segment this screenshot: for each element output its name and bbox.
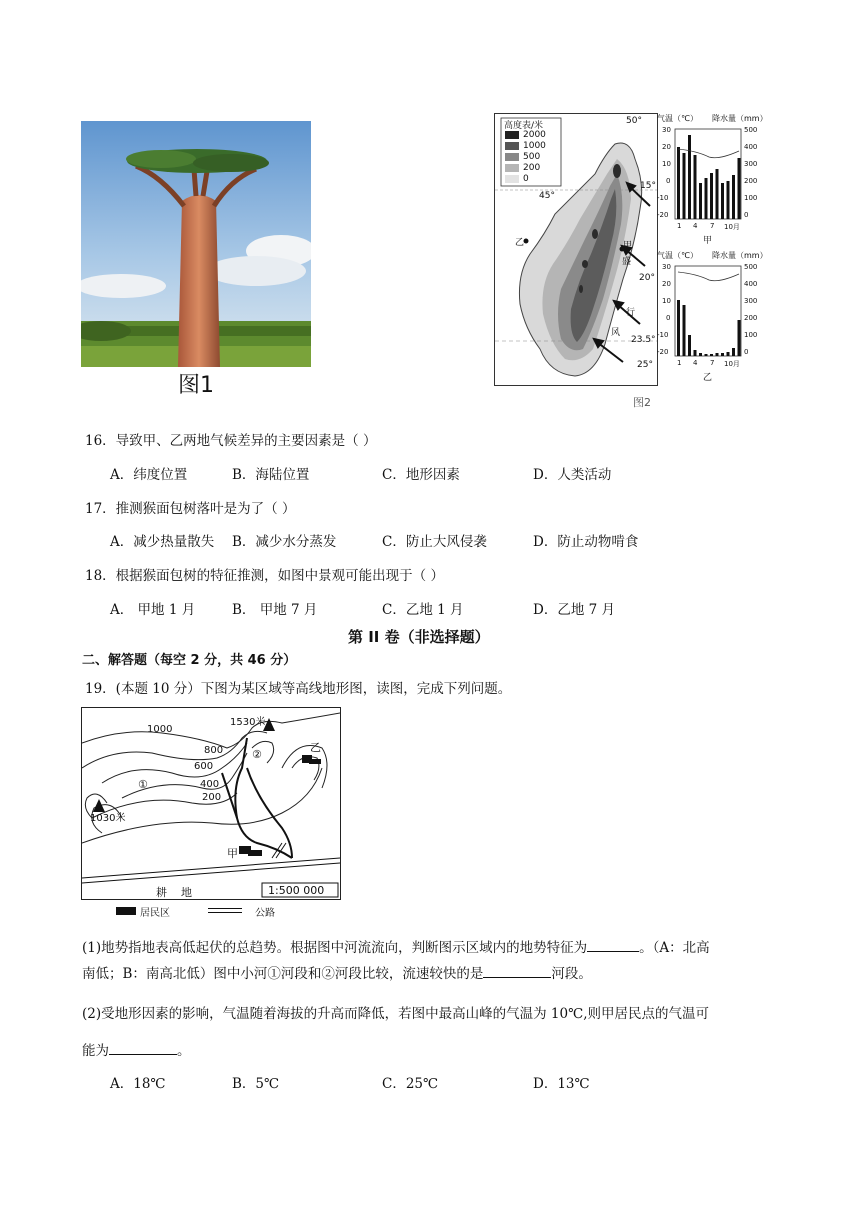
peak-label-1030: 1030米 xyxy=(90,813,126,824)
q19-part1-text-a: (1)地势指地表高低起伏的总趋势。根据图中河流流向，判断图示区域内的地势特征为 xyxy=(82,940,588,956)
settlement-legend-icon xyxy=(116,907,136,915)
chart-yi-precip-label: 降水量（mm） xyxy=(712,251,768,260)
q18-option-b[interactable]: B． 甲地 7 月 xyxy=(232,602,318,618)
contour-label-1000: 1000 xyxy=(147,724,173,735)
q19-part2-line1: (2)受地形因素的影响，气温随着海拔的升高而降低，若图中最高山峰的气温为 10℃,则甲居民点的气温可 xyxy=(82,1006,709,1022)
lat-label-25: 25° xyxy=(637,360,653,370)
chart-jia-site: 甲 xyxy=(703,236,713,246)
q19-part2-text-b: 能为 xyxy=(82,1043,109,1059)
chart-jia-month-10: 10月 xyxy=(724,223,740,231)
chart-yi-site: 乙 xyxy=(703,373,713,383)
settlement-yi-label: 乙 xyxy=(310,741,321,754)
chart-jia-temp-tick-30: 30 xyxy=(662,126,671,134)
question-18: 18．根据猴面包树的特征推测，如图中景观可能出现于（ ） xyxy=(85,568,444,584)
chart-yi-temp-tick-30: 30 xyxy=(662,263,671,271)
settlement-legend-label: 居民区 xyxy=(140,908,170,919)
chart-yi-temp-tick-m20: -20 xyxy=(657,348,669,356)
farmland-label: 耕 地 xyxy=(156,886,192,899)
contour-label-400: 400 xyxy=(200,779,220,790)
legend-level-500: 500 xyxy=(523,152,541,162)
river-section-1-label: ① xyxy=(138,778,148,791)
chart-jia-precip-tick-200: 200 xyxy=(744,177,758,185)
peak-label-1530: 1530米 xyxy=(230,717,266,728)
q19-part1-line2 xyxy=(82,962,592,982)
q17-option-c[interactable]: C．防止大风侵袭 xyxy=(382,534,487,550)
q19-part1-blank1[interactable] xyxy=(587,939,639,952)
madagascar-map xyxy=(494,113,658,386)
q17-option-a[interactable]: A．减少热量散失 xyxy=(110,534,215,550)
road-legend-label: 公路 xyxy=(255,908,275,919)
lat-label-23-5: 23.5° xyxy=(631,335,656,345)
q17-option-d[interactable]: D．防止动物啃食 xyxy=(533,534,639,550)
figure1-caption: 图1 xyxy=(178,373,214,398)
chart-jia-month-4: 4 xyxy=(693,222,698,230)
section-heading: 二、解答题（每空 2 分，共 46 分） xyxy=(82,653,297,668)
contour-label-800: 800 xyxy=(204,745,224,756)
q18-option-a[interactable]: A． 甲地 1 月 xyxy=(110,602,196,618)
chart-yi-precip-tick-300: 300 xyxy=(744,297,758,305)
chart-yi-month-7: 7 xyxy=(710,359,715,367)
climate-chart-yi xyxy=(657,250,767,385)
q19-option-d[interactable]: D．13℃ xyxy=(533,1076,590,1092)
q19-part1-text-d: 河段。 xyxy=(551,966,592,982)
chart-yi-temp-tick-m10: -10 xyxy=(657,331,669,339)
lat-label-50: 50° xyxy=(626,116,642,126)
q19-part1-line1 xyxy=(82,936,710,956)
q19-option-a[interactable]: A．18℃ xyxy=(110,1076,166,1092)
road-legend-icon xyxy=(208,908,242,913)
q18-option-d[interactable]: D．乙地 7 月 xyxy=(533,602,615,618)
question-17: 17．推测猴面包树落叶是为了（ ） xyxy=(85,501,296,517)
q19-part1-text-c: 南低；B：南高北低）图中小河①河段和②河段比较，流速较快的是 xyxy=(82,966,484,982)
chart-jia-temp-label: 气温（℃） xyxy=(657,114,698,123)
map-label-feng: 风 xyxy=(611,328,621,338)
q19-part2-line2 xyxy=(82,1039,191,1059)
section-title: 第 II 卷（非选择题） xyxy=(348,628,490,646)
legend-level-0: 0 xyxy=(523,174,529,184)
legend-level-200: 200 xyxy=(523,163,541,173)
lat-label-45: 45° xyxy=(539,191,555,201)
q16-option-d[interactable]: D．人类活动 xyxy=(533,467,612,483)
chart-yi-precip-tick-100: 100 xyxy=(744,331,758,339)
map-label-xing: 行 xyxy=(626,308,636,318)
map-label-yi: 乙 xyxy=(515,238,525,248)
question-19-intro: 19．(本题 10 分）下图为某区域等高线地形图，读图，完成下列问题。 xyxy=(85,681,512,697)
q19-option-c[interactable]: C．25℃ xyxy=(382,1076,439,1092)
chart-yi-month-1: 1 xyxy=(677,359,682,367)
chart-jia-precip-tick-0: 0 xyxy=(744,211,749,219)
chart-jia-precip-tick-100: 100 xyxy=(744,194,758,202)
chart-jia-temp-tick-0: 0 xyxy=(666,177,671,185)
chart-yi-precip-tick-200: 200 xyxy=(744,314,758,322)
chart-yi-temp-label: 气温（℃） xyxy=(657,251,698,260)
map-legend-title: 高度表/米 xyxy=(504,121,544,131)
q16-option-c[interactable]: C．地形因素 xyxy=(382,467,460,483)
lat-label-20: 20° xyxy=(639,273,655,283)
map-label-sheng: 盛 xyxy=(622,257,632,267)
climate-chart-jia xyxy=(657,113,767,248)
chart-yi-precip-tick-0: 0 xyxy=(744,348,749,356)
q19-part1-blank2[interactable] xyxy=(483,965,551,978)
chart-jia-temp-tick-10: 10 xyxy=(662,160,671,168)
chart-jia-precip-tick-500: 500 xyxy=(744,126,758,134)
chart-jia-precip-tick-400: 400 xyxy=(744,143,758,151)
map-scale: 1:500 000 xyxy=(268,884,325,897)
legend-level-1000: 1000 xyxy=(523,141,546,151)
q18-option-c[interactable]: C．乙地 1 月 xyxy=(382,602,464,618)
chart-jia-month-1: 1 xyxy=(677,222,682,230)
chart-yi-precip-tick-400: 400 xyxy=(744,280,758,288)
chart-yi-month-4: 4 xyxy=(693,359,698,367)
q19-part2-blank[interactable] xyxy=(109,1042,177,1055)
chart-jia-temp-tick-m10: -10 xyxy=(657,194,669,202)
chart-jia-precip-tick-300: 300 xyxy=(744,160,758,168)
contour-map-legend xyxy=(116,904,316,918)
figure2-caption: 图2 xyxy=(633,396,651,409)
chart-yi-temp-tick-0: 0 xyxy=(666,314,671,322)
settlement-jia-label: 甲 xyxy=(227,847,238,860)
lat-label-15: 15° xyxy=(640,181,656,191)
contour-label-600: 600 xyxy=(194,761,214,772)
map-label-jia: 甲 xyxy=(623,241,633,251)
baobab-photo xyxy=(81,121,311,367)
chart-jia-temp-tick-20: 20 xyxy=(662,143,671,151)
q16-option-b[interactable]: B．海陆位置 xyxy=(232,467,310,483)
chart-jia-precip-label: 降水量（mm） xyxy=(712,114,768,123)
q19-part2-text-c: 。 xyxy=(177,1043,191,1059)
legend-level-2000: 2000 xyxy=(523,130,546,140)
chart-jia-temp-tick-m20: -20 xyxy=(657,211,669,219)
q19-part1-text-b: 。（A：北高 xyxy=(639,940,710,956)
chart-yi-precip-tick-500: 500 xyxy=(744,263,758,271)
q16-option-a[interactable]: A．纬度位置 xyxy=(110,467,188,483)
chart-yi-temp-tick-20: 20 xyxy=(662,280,671,288)
chart-yi-temp-tick-10: 10 xyxy=(662,297,671,305)
contour-label-200: 200 xyxy=(202,792,222,803)
q19-option-b[interactable]: B．5℃ xyxy=(232,1076,280,1092)
question-16: 16．导致甲、乙两地气候差异的主要因素是（ ） xyxy=(85,433,377,449)
chart-yi-month-10: 10月 xyxy=(724,360,740,368)
contour-map xyxy=(81,707,341,900)
q17-option-b[interactable]: B．减少水分蒸发 xyxy=(232,534,337,550)
chart-jia-month-7: 7 xyxy=(710,222,715,230)
river-section-2-label: ② xyxy=(252,748,262,761)
